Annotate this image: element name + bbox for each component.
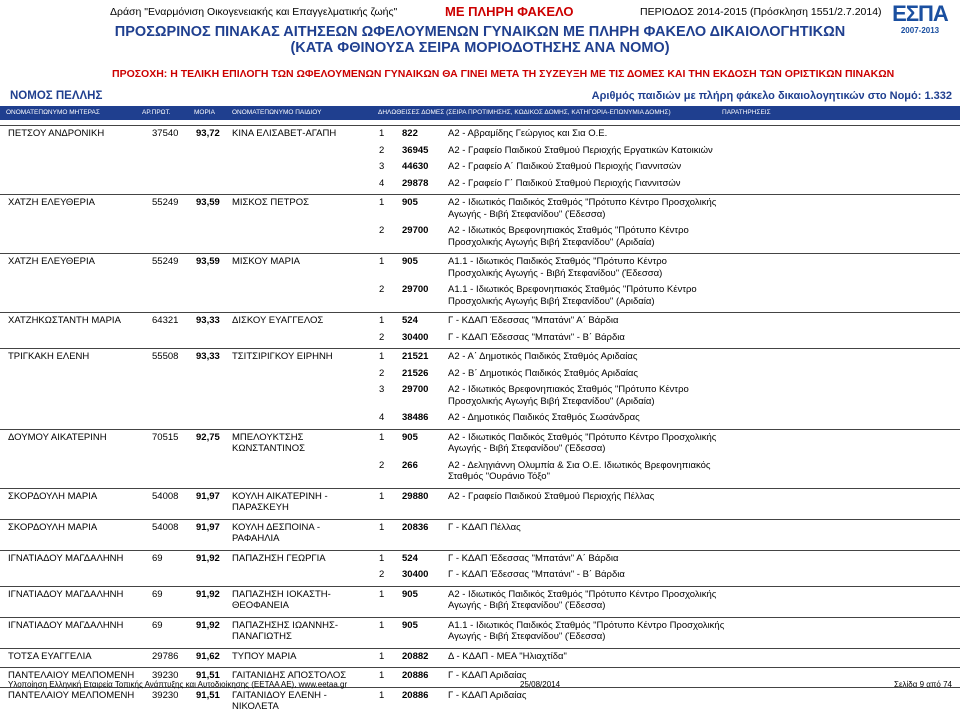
column-header-bar (0, 106, 960, 120)
structure-description: Γ - ΚΔΑΠ Έδεσσας "Μπατάνι" Α΄ Βάρδια (448, 315, 619, 326)
structure-description: Α1.1 - Ιδιωτικός Παιδικός Σταθμός "Πρότυπο Κέντρο (448, 256, 667, 267)
structure-description: Α2 - Γραφείο Παιδικού Σταθμού Περιοχής Εργατικών Κατοικιών (448, 144, 713, 156)
mother-name: ΧΑΤΖΗΚΩΣΤΑΝΤΗ ΜΑΡΙΑ (8, 315, 121, 326)
preference-order: 1 (379, 670, 385, 681)
preference-order: 1 (379, 256, 385, 267)
protocol-number: 69 (152, 552, 163, 564)
protocol-number: 39230 (152, 689, 179, 701)
structure-code: 29700 (402, 384, 429, 395)
structure-code: 20886 (402, 689, 429, 701)
mother-name: ΣΚΟΡΔΟΥΛΗ ΜΑΡΙΑ (8, 490, 98, 502)
child-name: ΤΣΙΤΣΙΡΙΓΚΟΥ ΕΙΡΗΝΗ (232, 351, 333, 362)
structure-description: Α2 - Γραφείο Παιδικού Σταθμού Περιοχής Πέλλας (448, 490, 655, 502)
preference-order: 2 (379, 144, 385, 156)
structure-description: Α2 - Δεληγιάννη Ολυμπία & Σια Ο.Ε. Ιδιωτικός Βρεφονηπιακός (448, 459, 711, 471)
mother-name: ΣΚΟΡΔΟΥΛΗ ΜΑΡΙΑ (8, 521, 98, 533)
structure-description: Α1.1 - Ιδιωτικός Παιδικός Σταθμός "Πρότυπο Κέντρο Προσχολικής (448, 619, 725, 631)
structure-description: Α2 - Ιδιωτικός Βρεφονηπιακός Σταθμός "Πρότυπο Κέντρο (448, 225, 689, 236)
preference-order: 1 (379, 128, 385, 139)
preference-order: 2 (379, 284, 385, 295)
preference-order: 1 (379, 197, 385, 208)
structure-description: Α2 - Α΄ Δημοτικός Παιδικός Σταθμός Αριδαίας (448, 351, 638, 362)
structure-code: 905 (402, 431, 418, 443)
child-name: ΔΙΣΚΟΥ ΕΥΑΓΓΕΛΟΣ (232, 315, 324, 326)
preference-order: 1 (379, 689, 385, 701)
structure-description: Αγωγής - Βιβή Στεφανίδου" (Έδεσσα) (448, 208, 606, 220)
points: 91,92 (196, 619, 220, 631)
footer-date: 25/08/2014 (520, 680, 561, 689)
mother-name: ΤΟΤΣΑ ΕΥΑΓΓΕΛΙΑ (8, 650, 92, 662)
file-status: ΜΕ ΠΛΗΡΗ ΦΑΚΕΛΟ (445, 4, 574, 19)
nomos-label: ΝΟΜΟΣ ΠΕΛΛΗΣ (10, 90, 103, 102)
points: 91,97 (196, 521, 220, 533)
preference-order: 2 (379, 225, 385, 236)
child-name: ΜΙΣΚΟΥ ΜΑΡΙΑ (232, 256, 300, 267)
structure-description: Δ - ΚΔΑΠ - ΜΕΑ "Ηλιαχτίδα" (448, 650, 567, 662)
structure-description: Γ - ΚΔΑΠ Αριδαίας (448, 689, 527, 701)
points: 93,59 (196, 197, 220, 208)
structure-description: Α2 - Γραφείο Γ΄ Παιδικού Σταθμού Περιοχής Γιαννιτσών (448, 177, 681, 189)
structure-code: 36945 (402, 144, 429, 156)
mother-name: ΧΑΤΖΗ ΕΛΕΥΘΕΡΙΑ (8, 256, 95, 267)
mother-name: ΙΓΝΑΤΙΑΔΟΥ ΜΑΓΔΑΛΗΝΗ (8, 588, 124, 600)
structure-code: 30400 (402, 331, 429, 343)
protocol-number: 54008 (152, 521, 179, 533)
child-name: ΜΠΕΛΟΥΚΤΣΗΣ (232, 431, 304, 443)
mother-name: ΠΑΝΤΕΛΑΙΟΥ ΜΕΛΠΟΜΕΝΗ (8, 670, 135, 681)
child-name: ΤΥΠΟΥ ΜΑΡΙΑ (232, 650, 297, 662)
structure-code: 20886 (402, 670, 429, 681)
structure-description: Α2 - Β΄ Δημοτικός Παιδικός Σταθμός Αριδαίας (448, 367, 638, 379)
col-child: ΟΝΟΜΑΤΕΠΩΝΥΜΟ ΠΑΙΔΙΟΥ (232, 109, 322, 116)
structure-code: 905 (402, 588, 418, 600)
nomos-count: Αριθμός παιδιών με πλήρη φάκελο δικαιολογητικών στο Νομό: 1.332 (591, 90, 952, 102)
row-separator (0, 586, 960, 587)
preference-order: 3 (379, 161, 385, 172)
points: 91,51 (196, 689, 220, 701)
points: 93,33 (196, 351, 220, 362)
preference-order: 4 (379, 412, 385, 423)
structure-description: Α2 - Ιδιωτικός Παιδικός Σταθμός "Πρότυπο Κέντρο Προσχολικής (448, 431, 717, 443)
protocol-number: 55249 (152, 256, 179, 267)
points: 93,33 (196, 315, 220, 326)
preference-order: 1 (379, 315, 385, 326)
protocol-number: 37540 (152, 128, 179, 139)
child-name: ΚΩΝΣΤΑΝΤΙΝΟΣ (232, 443, 306, 454)
points: 91,92 (196, 588, 220, 600)
structure-code: 29878 (402, 177, 429, 189)
row-separator (0, 253, 960, 254)
structure-code: 266 (402, 459, 418, 471)
nomos-bar (0, 88, 960, 104)
structure-description: Γ - ΚΔΑΠ Πέλλας (448, 521, 521, 533)
mother-name: ΙΓΝΑΤΙΑΔΟΥ ΜΑΓΔΑΛΗΝΗ (8, 552, 124, 564)
top-header (0, 4, 960, 20)
structure-code: 29880 (402, 490, 429, 502)
row-separator (0, 617, 960, 618)
structure-code: 20836 (402, 521, 429, 533)
structure-description: Προσχολικής Αγωγής Βιβή Στεφανίδου" (Αριδαία) (448, 295, 655, 307)
protocol-number: 55249 (152, 197, 179, 208)
structure-description: Γ - ΚΔΑΠ Έδεσσας "Μπατάνι" - Β΄ Βάρδια (448, 331, 625, 343)
structure-description: Προσχολικής Αγωγής - Βιβή Στεφανίδου" (Έδεσσα) (448, 267, 663, 279)
page-subtitle: (ΚΑΤΑ ΦΘΙΝΟΥΣΑ ΣΕΙΡΑ ΜΟΡΙΟΔΟΤΗΣΗΣ ΑΝΑ ΝΟΜΟ) (290, 40, 670, 56)
preference-order: 1 (379, 351, 385, 362)
structure-code: 44630 (402, 161, 429, 172)
warning-note: ΠΡΟΣΟΧΗ: Η ΤΕΛΙΚΗ ΕΠΙΛΟΓΗ ΤΩΝ ΩΦΕΛΟΥΜΕΝΩΝ ΓΥΝΑΙΚΩΝ ΘΑ ΓΙΝΕΙ ΜΕΤΑ ΤΗ ΣΥΖΕΥΞΗ ΜΕ ΤΙΣ ΔΟΜΕΣ ΚΑΙ ΤΗΝ ΕΚΔΟΣΗ ΤΩΝ ΟΡΙΣΤΙΚΩΝ ΠΙΝΑΚΩΝ (112, 68, 895, 80)
preference-order: 2 (379, 331, 385, 343)
structure-code: 38486 (402, 412, 429, 423)
preference-order: 2 (379, 367, 385, 379)
row-separator (0, 194, 960, 195)
child-name: ΠΑΠΑΖΗΣΗ ΓΕΩΡΓΙΑ (232, 552, 326, 564)
logo-years: 2007-2013 (900, 26, 940, 35)
points: 91,92 (196, 552, 220, 564)
child-name: ΚΟΥΛΗ ΑΙΚΑΤΕΡΙΝΗ - (232, 490, 328, 502)
protocol-number: 29786 (152, 650, 179, 662)
structure-description: Γ - ΚΔΑΠ Έδεσσας "Μπατάνι" Α΄ Βάρδια (448, 552, 619, 564)
row-separator (0, 348, 960, 349)
structure-description: Προσχολικής Αγωγής Βιβή Στεφανίδου" (Αριδαία) (448, 236, 655, 248)
structure-code: 30400 (402, 569, 429, 580)
mother-name: ΔΟΥΜΟΥ ΑΙΚΑΤΕΡΙΝΗ (8, 431, 107, 443)
points: 93,72 (196, 128, 220, 139)
col-moria: ΜΟΡΙΑ (194, 109, 215, 116)
structure-description: Α2 - Δημοτικός Παιδικός Σταθμός Σωσάνδρας (448, 412, 640, 423)
col-mother: ΟΝΟΜΑΤΕΠΩΝΥΜΟ ΜΗΤΕΡΑΣ (6, 109, 100, 116)
child-name: ΡΑΦΑΗΛΙΑ (232, 533, 280, 544)
child-name: ΠΑΠΑΖΗΣΗ ΙΟΚΑΣΤΗ- (232, 588, 331, 600)
preference-order: 1 (379, 588, 385, 600)
child-name: ΚΟΥΛΗ ΔΕΣΠΟΙΝΑ - (232, 521, 321, 533)
col-notes: ΠΑΡΑΤΗΡΗΣΕΙΣ (722, 109, 771, 116)
row-separator (0, 488, 960, 489)
mother-name: ΤΡΙΓΚΑΚΗ ΕΛΕΝΗ (8, 351, 90, 362)
protocol-number: 70515 (152, 431, 179, 443)
points: 92,75 (196, 431, 220, 443)
mother-name: ΙΓΝΑΤΙΑΔΟΥ ΜΑΓΔΑΛΗΝΗ (8, 619, 124, 631)
mother-name: ΠΕΤΣΟΥ ΑΝΔΡΟΝΙΚΗ (8, 128, 105, 139)
period: ΠΕΡΙΟΔΟΣ 2014-2015 (Πρόσκληση 1551/2.7.2014) (640, 6, 882, 18)
preference-order: 1 (379, 490, 385, 502)
structure-code: 524 (402, 315, 418, 326)
structure-description: Αγωγής - Βιβή Στεφανίδου" (Έδεσσα) (448, 600, 606, 611)
row-separator (0, 125, 960, 126)
mother-name: ΧΑΤΖΗ ΕΛΕΥΘΕΡΙΑ (8, 197, 95, 208)
mother-name: ΠΑΝΤΕΛΑΙΟΥ ΜΕΛΠΟΜΕΝΗ (8, 689, 135, 701)
preference-order: 2 (379, 569, 385, 580)
footer-page: Σελίδα 9 από 74 (894, 680, 952, 689)
protocol-number: 55508 (152, 351, 179, 362)
points: 91,51 (196, 670, 220, 681)
protocol-number: 54008 (152, 490, 179, 502)
protocol-number: 64321 (152, 315, 179, 326)
child-name: ΜΙΣΚΟΣ ΠΕΤΡΟΣ (232, 197, 309, 208)
structure-code: 905 (402, 197, 418, 208)
child-name: ΚΙΝΑ ΕΛΙΣΑΒΕΤ-ΑΓΑΠΗ (232, 128, 337, 139)
structure-code: 29700 (402, 284, 429, 295)
protocol-number: 39230 (152, 670, 179, 681)
preference-order: 1 (379, 619, 385, 631)
structure-description: Σταθμός "Ουράνιο Τόξο" (448, 471, 550, 482)
structure-description: Α2 - Ιδιωτικός Βρεφονηπιακός Σταθμός "Πρότυπο Κέντρο (448, 384, 689, 395)
structure-description: Προσχολικής Αγωγής Βιβή Στεφανίδου" (Αριδαία) (448, 395, 655, 407)
child-name: ΓΑΙΤΑΝΙΔΟΥ ΕΛΕΝΗ - (232, 689, 327, 701)
program-name: Δράση "Εναρμόνιση Οικογενειακής και Επαγγελματικής ζωής" (110, 6, 398, 18)
structure-code: 21521 (402, 351, 429, 362)
structure-code: 905 (402, 256, 418, 267)
structure-code: 905 (402, 619, 418, 631)
points: 91,97 (196, 490, 220, 502)
col-structures: ΔΗΛΩΘΕΙΣΕΣ ΔΟΜΕΣ (ΣΕΙΡΑ ΠΡΟΤΙΜΗΣΗΣ, ΚΩΔΙΚΟΣ ΔΟΜΗΣ, ΚΑΤΗΓΟΡΙΑ-ΕΠΩΝΥΜΙΑ ΔΟΜΗΣ) (378, 109, 671, 116)
col-prot: ΑΡ.ΠΡΩΤ. (142, 109, 171, 116)
child-name: ΠΑΠΑΖΗΣΗΣ ΙΩΑΝΝΗΣ- (232, 619, 338, 631)
structure-code: 21526 (402, 367, 429, 379)
protocol-number: 69 (152, 619, 163, 631)
structure-description: Αγωγής - Βιβή Στεφανίδου" (Έδεσσα) (448, 443, 606, 454)
preference-order: 4 (379, 177, 385, 189)
page-title: ΠΡΟΣΩΡΙΝΟΣ ΠΙΝΑΚΑΣ ΑΙΤΗΣΕΩΝ ΩΦΕΛΟΥΜΕΝΩΝ ΓΥΝΑΙΚΩΝ ΜΕ ΠΛΗΡΗ ΦΑΚΕΛΟ ΔΙΚΑΙΟΛΟΓΗΤΙΚΩΝ (114, 24, 846, 40)
child-name: ΘΕΟΦΑΝΕΙΑ (232, 600, 289, 611)
row-separator (0, 429, 960, 430)
preference-order: 1 (379, 521, 385, 533)
preference-order: 1 (379, 650, 385, 662)
row-separator (0, 648, 960, 649)
row-separator (0, 667, 960, 668)
preference-order: 1 (379, 552, 385, 564)
structure-description: Γ - ΚΔΑΠ Έδεσσας "Μπατάνι" - Β΄ Βάρδια (448, 569, 625, 580)
preference-order: 3 (379, 384, 385, 395)
structure-description: Α2 - Ιδιωτικός Παιδικός Σταθμός "Πρότυπο Κέντρο Προσχολικής (448, 588, 717, 600)
structure-description: Γ - ΚΔΑΠ Αριδαίας (448, 670, 527, 681)
structure-description: Α2 - Ιδιωτικός Παιδικός Σταθμός "Πρότυπο Κέντρο Προσχολικής (448, 197, 717, 208)
protocol-number: 69 (152, 588, 163, 600)
child-name: ΠΑΡΑΣΚΕΥΗ (232, 502, 289, 513)
preference-order: 2 (379, 459, 385, 471)
structure-code: 29700 (402, 225, 429, 236)
structure-code: 20882 (402, 650, 429, 662)
structure-description: Α2 - Αβραμίδης Γεώργιος και Σια Ο.Ε. (448, 128, 608, 139)
structure-description: Αγωγής - Βιβή Στεφανίδου" (Έδεσσα) (448, 631, 606, 642)
structure-description: Α2 - Γραφείο Α΄ Παιδικού Σταθμού Περιοχής Γιαννιτσών (448, 161, 682, 172)
row-separator (0, 550, 960, 551)
row-separator (0, 312, 960, 313)
child-name: ΠΑΝΑΓΙΩΤΗΣ (232, 631, 292, 642)
points: 93,59 (196, 256, 220, 267)
logo-text: ΕΣΠΑ (892, 1, 948, 26)
structure-description: Α1.1 - Ιδιωτικός Βρεφονηπιακός Σταθμός "Πρότυπο Κέντρο (448, 284, 697, 295)
child-name: ΝΙΚΟΛΕΤΑ (232, 701, 279, 712)
footer-credit: Υλοποίηση Ελληνική Εταιρεία Τοπικής Ανάπτυξης και Αυτοδιοίκησης (ΕΕΤΑΑ ΑΕ), www.eetaa.gr (8, 680, 348, 689)
structure-code: 524 (402, 552, 418, 564)
row-separator (0, 519, 960, 520)
child-name: ΓΑΙΤΑΝΙΔΗΣ ΑΠΟΣΤΟΛΟΣ (232, 670, 347, 681)
structure-code: 822 (402, 128, 418, 139)
points: 91,62 (196, 650, 220, 662)
preference-order: 1 (379, 431, 385, 443)
